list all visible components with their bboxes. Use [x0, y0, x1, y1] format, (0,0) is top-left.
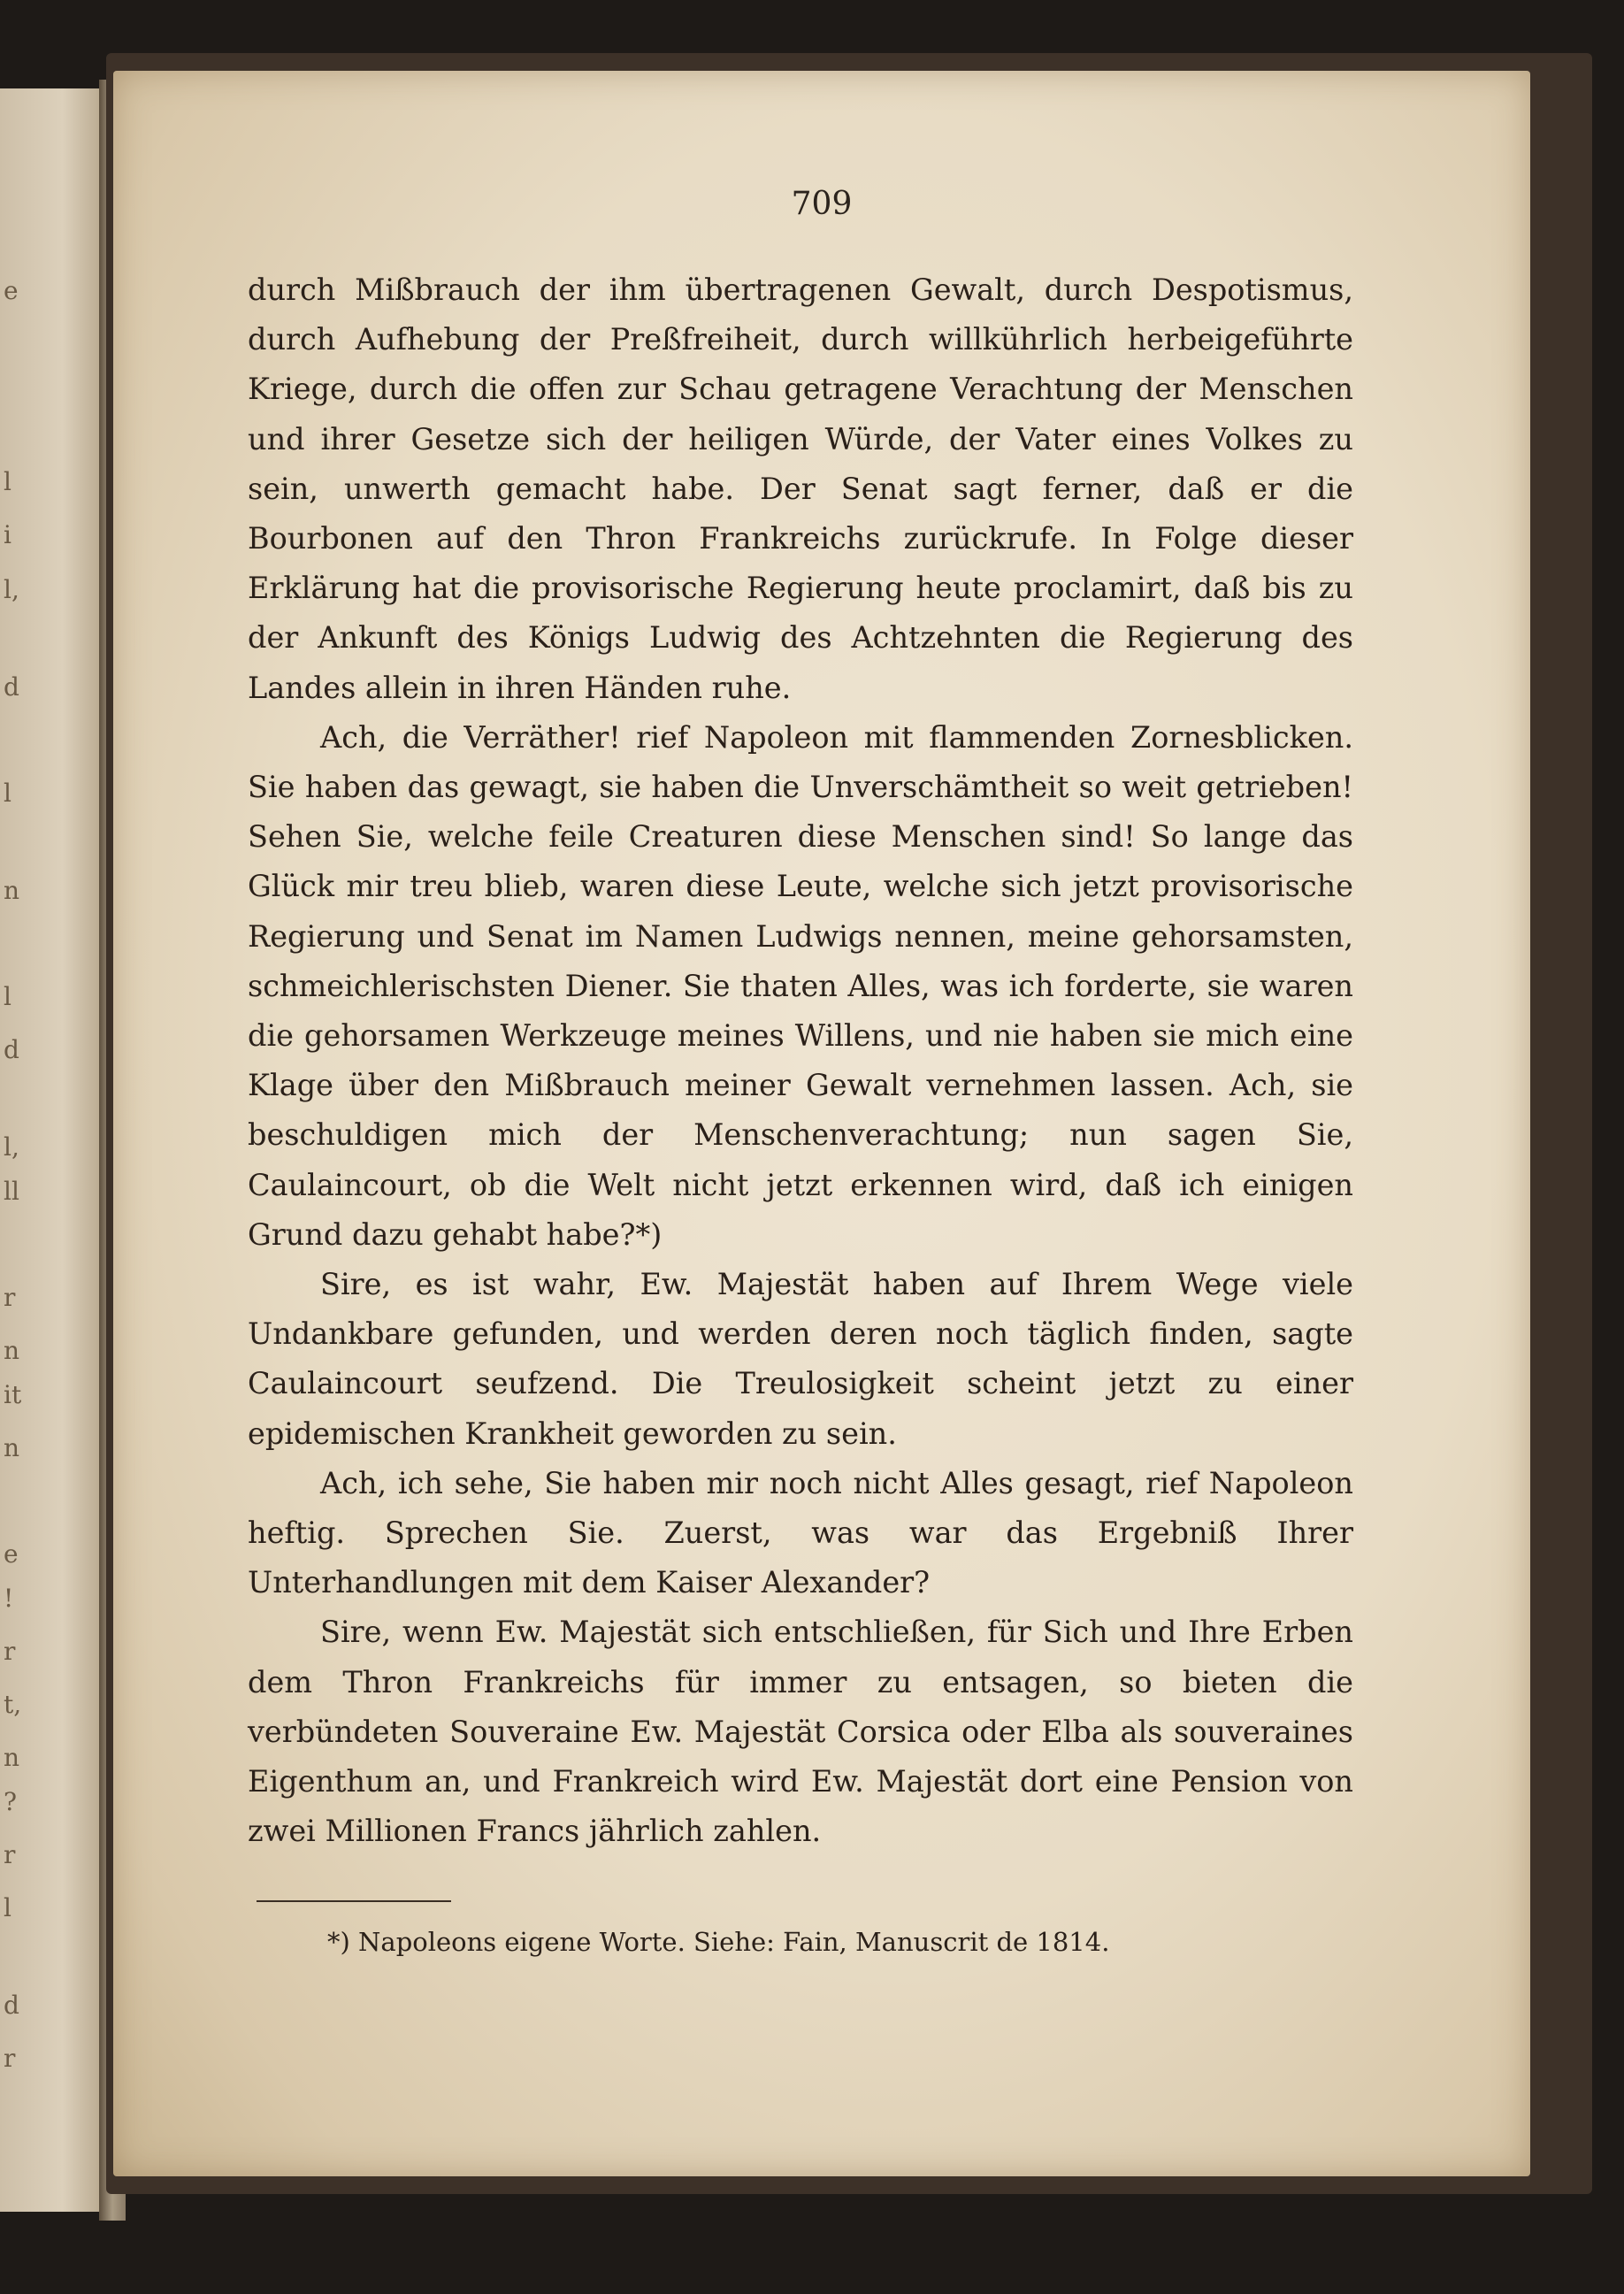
left-page-glyph: e: [4, 276, 19, 305]
left-page-glyph: l: [4, 467, 11, 496]
page-number: 709: [791, 186, 853, 222]
footnote: *) Napoleons eigene Worte. Siehe: Fain, Manuscrit de 1814.: [327, 1927, 1110, 1957]
left-page-glyph: l: [4, 1893, 11, 1922]
left-page-glyph: it: [4, 1380, 22, 1409]
left-page-glyph: i: [4, 520, 11, 549]
left-page-glyph: ?: [4, 1787, 18, 1816]
left-page-glyph: l: [4, 779, 11, 808]
footnote-divider: [257, 1900, 451, 1902]
left-page-glyph: d: [4, 1991, 19, 2020]
left-page-glyph: r: [4, 1283, 16, 1312]
left-page-glyph: d: [4, 672, 19, 702]
left-page-glyph: t,: [4, 1690, 22, 1719]
left-page-glyph: r: [4, 1840, 16, 1869]
left-page-glyph: l,: [4, 1132, 19, 1162]
left-page-glyph: n: [4, 1433, 20, 1462]
book-page: [113, 71, 1530, 2176]
left-page-glyph: e: [4, 1539, 19, 1569]
left-page-glyph: ll: [4, 1177, 19, 1206]
left-page-glyph: l: [4, 982, 11, 1011]
paragraph: Ach, die Verräther! rief Napoleon mit flammenden Zornesblicken. Sie haben das gewagt, sie haben die Unverschämtheit so weit getrieben! Sehen Sie, welche feile Creaturen diese Menschen sind! So lange das Glück mir treu blieb, waren diese Leute, welche sich jetzt provisorische Regierung und Senat im Namen Ludwigs nennen, meine gehorsamsten, schmeichlerischsten Diener. Sie thaten Alles, was ich forderte, sie waren die gehorsamen Werkzeuge meines Willens, und nie haben sie mich eine Klage über den Mißbrauch meiner Gewalt vernehmen lassen. Ach, sie beschuldigen mich der Menschenverachtung; nun sagen Sie, Caulaincourt, ob die Welt nicht jetzt erkennen wird, daß ich einigen Grund dazu gehabt habe?*): [248, 719, 1353, 1252]
paragraph: Sire, wenn Ew. Majestät sich entschließen, für Sich und Ihre Erben dem Thron Frankreichs für immer zu entsagen, so bieten die verbündeten Souveraine Ew. Majestät Corsica oder Elba als souveraines Eigenthum an, und Frankreich wird Ew. Majestät dort eine Pension von zwei Millionen Francs jährlich zahlen.: [248, 1615, 1353, 1849]
left-page-glyph: !: [4, 1584, 14, 1613]
paragraph: Sire, es ist wahr, Ew. Majestät haben auf Ihrem Wege viele Undankbare gefunden, und werden deren noch täglich finden, sagte Caulaincourt seufzend. Die Treulosigkeit scheint jetzt zu einer epidemischen Krankheit geworden zu sein.: [248, 1267, 1353, 1451]
left-page-glyph: n: [4, 1743, 20, 1772]
paragraph: Ach, ich sehe, Sie haben mir noch nicht Alles gesagt, rief Napoleon heftig. Sprechen Sie. Zuerst, was war das Ergebniß Ihrer Unterhandlungen mit dem Kaiser Alexander?: [248, 1465, 1353, 1600]
left-page-glyph: n: [4, 876, 20, 905]
left-page-glyph: r: [4, 1637, 16, 1666]
left-page-glyph: l,: [4, 575, 19, 604]
paragraph: durch Mißbrauch der ihm übertragenen Gewalt, durch Despotismus, durch Aufhebung der Preßfreiheit, durch willkührlich herbeigeführte Kriege, durch die offen zur Schau getragene Verachtung der Menschen und ihrer Gesetze sich der heiligen Würde, der Vater eines Volkes zu sein, unwerth gemacht habe. Der Senat sagt ferner, daß er die Bourbonen auf den Thron Frankreichs zurückrufe. In Folge dieser Erklärung hat die provisorische Regierung heute proclamirt, daß bis zu der Ankunft des Königs Ludwig des Achtzehnten die Regierung des Landes allein in ihren Händen ruhe.: [248, 272, 1353, 705]
left-page-edge: [0, 88, 104, 2212]
body-text: [248, 265, 1353, 1857]
left-page-glyph: n: [4, 1336, 20, 1365]
left-page-glyph: d: [4, 1035, 19, 1064]
left-page-glyph: r: [4, 2044, 16, 2073]
